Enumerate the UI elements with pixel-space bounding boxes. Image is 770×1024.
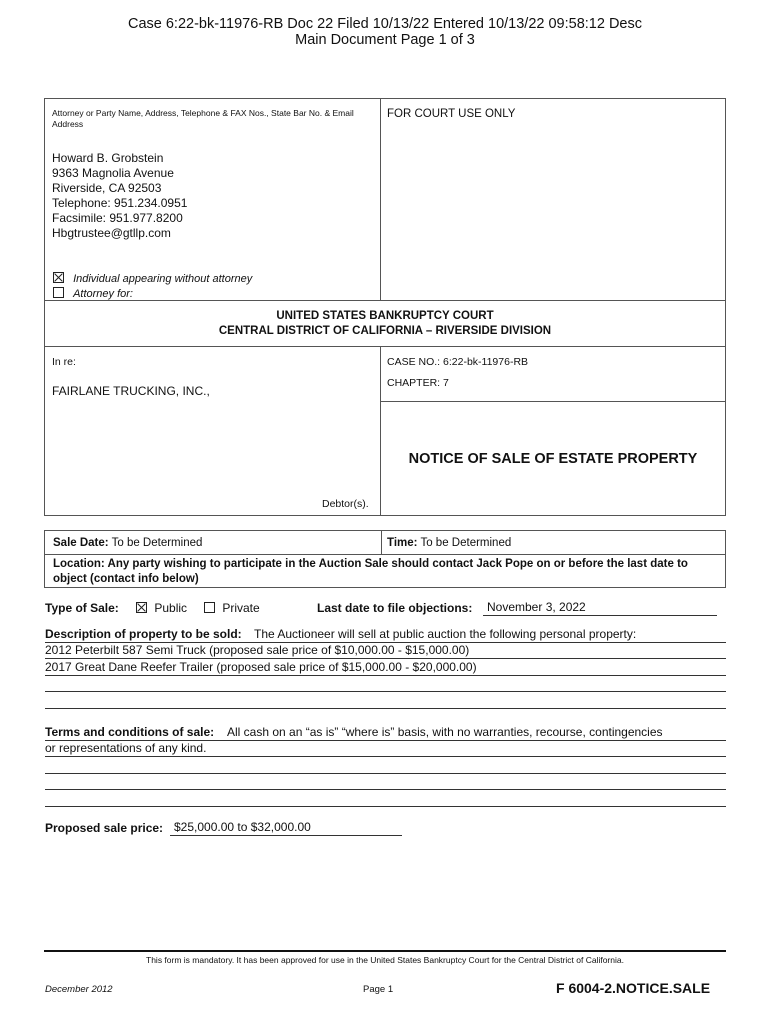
footer-date: December 2012 (45, 984, 113, 995)
blank-line (45, 756, 726, 757)
type-of-sale-label: Type of Sale: (45, 601, 119, 615)
attorney-box-label: Attorney or Party Name, Address, Telephone & FAX Nos., State Bar No. & Email Address (52, 108, 354, 129)
attorney-facsimile: Facsimile: 951.977.8200 (52, 211, 183, 225)
sale-time-label: Time: (387, 537, 418, 549)
sale-time-value: To be Determined (420, 537, 512, 549)
attorney-telephone: Telephone: 951.234.0951 (52, 196, 188, 210)
court-name-line1: UNITED STATES BANKRUPTCY COURT (276, 310, 494, 322)
objection-deadline-label: Last date to file objections: (317, 601, 473, 615)
blank-line (45, 789, 726, 790)
divider (380, 346, 381, 516)
divider (44, 346, 726, 347)
divider (381, 530, 382, 554)
individual-checkbox-label: Individual appearing without attorney (73, 273, 253, 285)
individual-checkbox-row[interactable] (53, 272, 252, 285)
sale-date (53, 536, 202, 551)
debtor-name: FAIRLANE TRUCKING, INC., (52, 384, 210, 398)
sale-date-value: To be Determined (111, 537, 203, 549)
filing-header-line1: Case 6:22-bk-11976-RB Doc 22 Filed 10/13/22 Entered 10/13/22 09:58:12 Desc (127, 16, 642, 32)
public-label: Public (154, 601, 188, 615)
terms-line-1: All cash on an “as is” “where is” basis, with no warranties, recourse, contingencies (227, 725, 663, 739)
sale-time (387, 536, 511, 551)
footer-mandatory-note: This form is mandatory. It has been approved for use in the United States Bankruptcy Court for the Central District of California. (146, 955, 624, 965)
attorney-email: Hbgtrustee@gtllp.com (52, 226, 171, 240)
description-line-1: The Auctioneer will sell at public auction the following personal property: (254, 627, 637, 641)
divider (44, 554, 726, 555)
divider (380, 401, 726, 402)
objection-deadline-value: November 3, 2022 (483, 600, 717, 616)
terms-label: Terms and conditions of sale: (45, 725, 215, 739)
description-label: Description of property to be sold: (45, 627, 242, 641)
attorney-for-checkbox-label: Attorney for: (73, 288, 133, 300)
blank-line (45, 773, 726, 774)
case-number: CASE NO.: 6:22-bk-11976-RB (387, 356, 529, 368)
attorney-address1: 9363 Magnolia Avenue (52, 166, 174, 180)
sale-date-label: Sale Date: (53, 537, 109, 549)
proposed-price-value: $25,000.00 to $32,000.00 (170, 820, 402, 836)
attorney-for-checkbox[interactable] (53, 287, 64, 298)
court-name-line2: CENTRAL DISTRICT OF CALIFORNIA – RIVERSIDE DIVISION (218, 325, 552, 337)
divider (44, 300, 726, 301)
public-checkbox[interactable] (136, 602, 147, 613)
footer-rule (44, 950, 726, 952)
blank-line (45, 806, 726, 807)
blank-line (45, 691, 726, 692)
debtor-label: Debtor(s). (322, 498, 369, 510)
individual-checkbox[interactable] (53, 272, 64, 283)
public-option[interactable] (136, 601, 187, 616)
court-use-label: FOR COURT USE ONLY (387, 108, 516, 120)
description-line-2: 2012 Peterbilt 587 Semi Truck (proposed sale price of $10,000.00 - $15,000.00) (45, 643, 470, 657)
in-re-label: In re: (52, 356, 76, 368)
terms-line-2: or representations of any kind. (45, 741, 207, 755)
filing-header-line2: Main Document Page 1 of 3 (295, 32, 475, 48)
attorney-address2: Riverside, CA 92503 (52, 181, 162, 195)
proposed-price-label: Proposed sale price: (45, 821, 164, 835)
divider (380, 98, 381, 301)
footer-page: Page 1 (363, 984, 394, 995)
notice-title: NOTICE OF SALE OF ESTATE PROPERTY (408, 451, 698, 467)
private-option[interactable] (204, 601, 260, 616)
attorney-name: Howard B. Grobstein (52, 151, 164, 165)
footer-form-id: F 6004-2.NOTICE.SALE (556, 980, 711, 996)
description-line-3: 2017 Great Dane Reefer Trailer (proposed sale price of $15,000.00 - $20,000.00) (45, 660, 477, 674)
private-checkbox[interactable] (204, 602, 215, 613)
blank-line (45, 675, 726, 676)
sale-location: Location: Any party wishing to participate in the Auction Sale should contact Jack Pope on or before the last date to object (contact info below) (53, 558, 688, 585)
blank-line (45, 708, 726, 709)
chapter: CHAPTER: 7 (387, 377, 449, 389)
attorney-for-checkbox-row[interactable] (53, 287, 133, 300)
blank-line (45, 658, 726, 659)
private-label: Private (222, 601, 260, 615)
